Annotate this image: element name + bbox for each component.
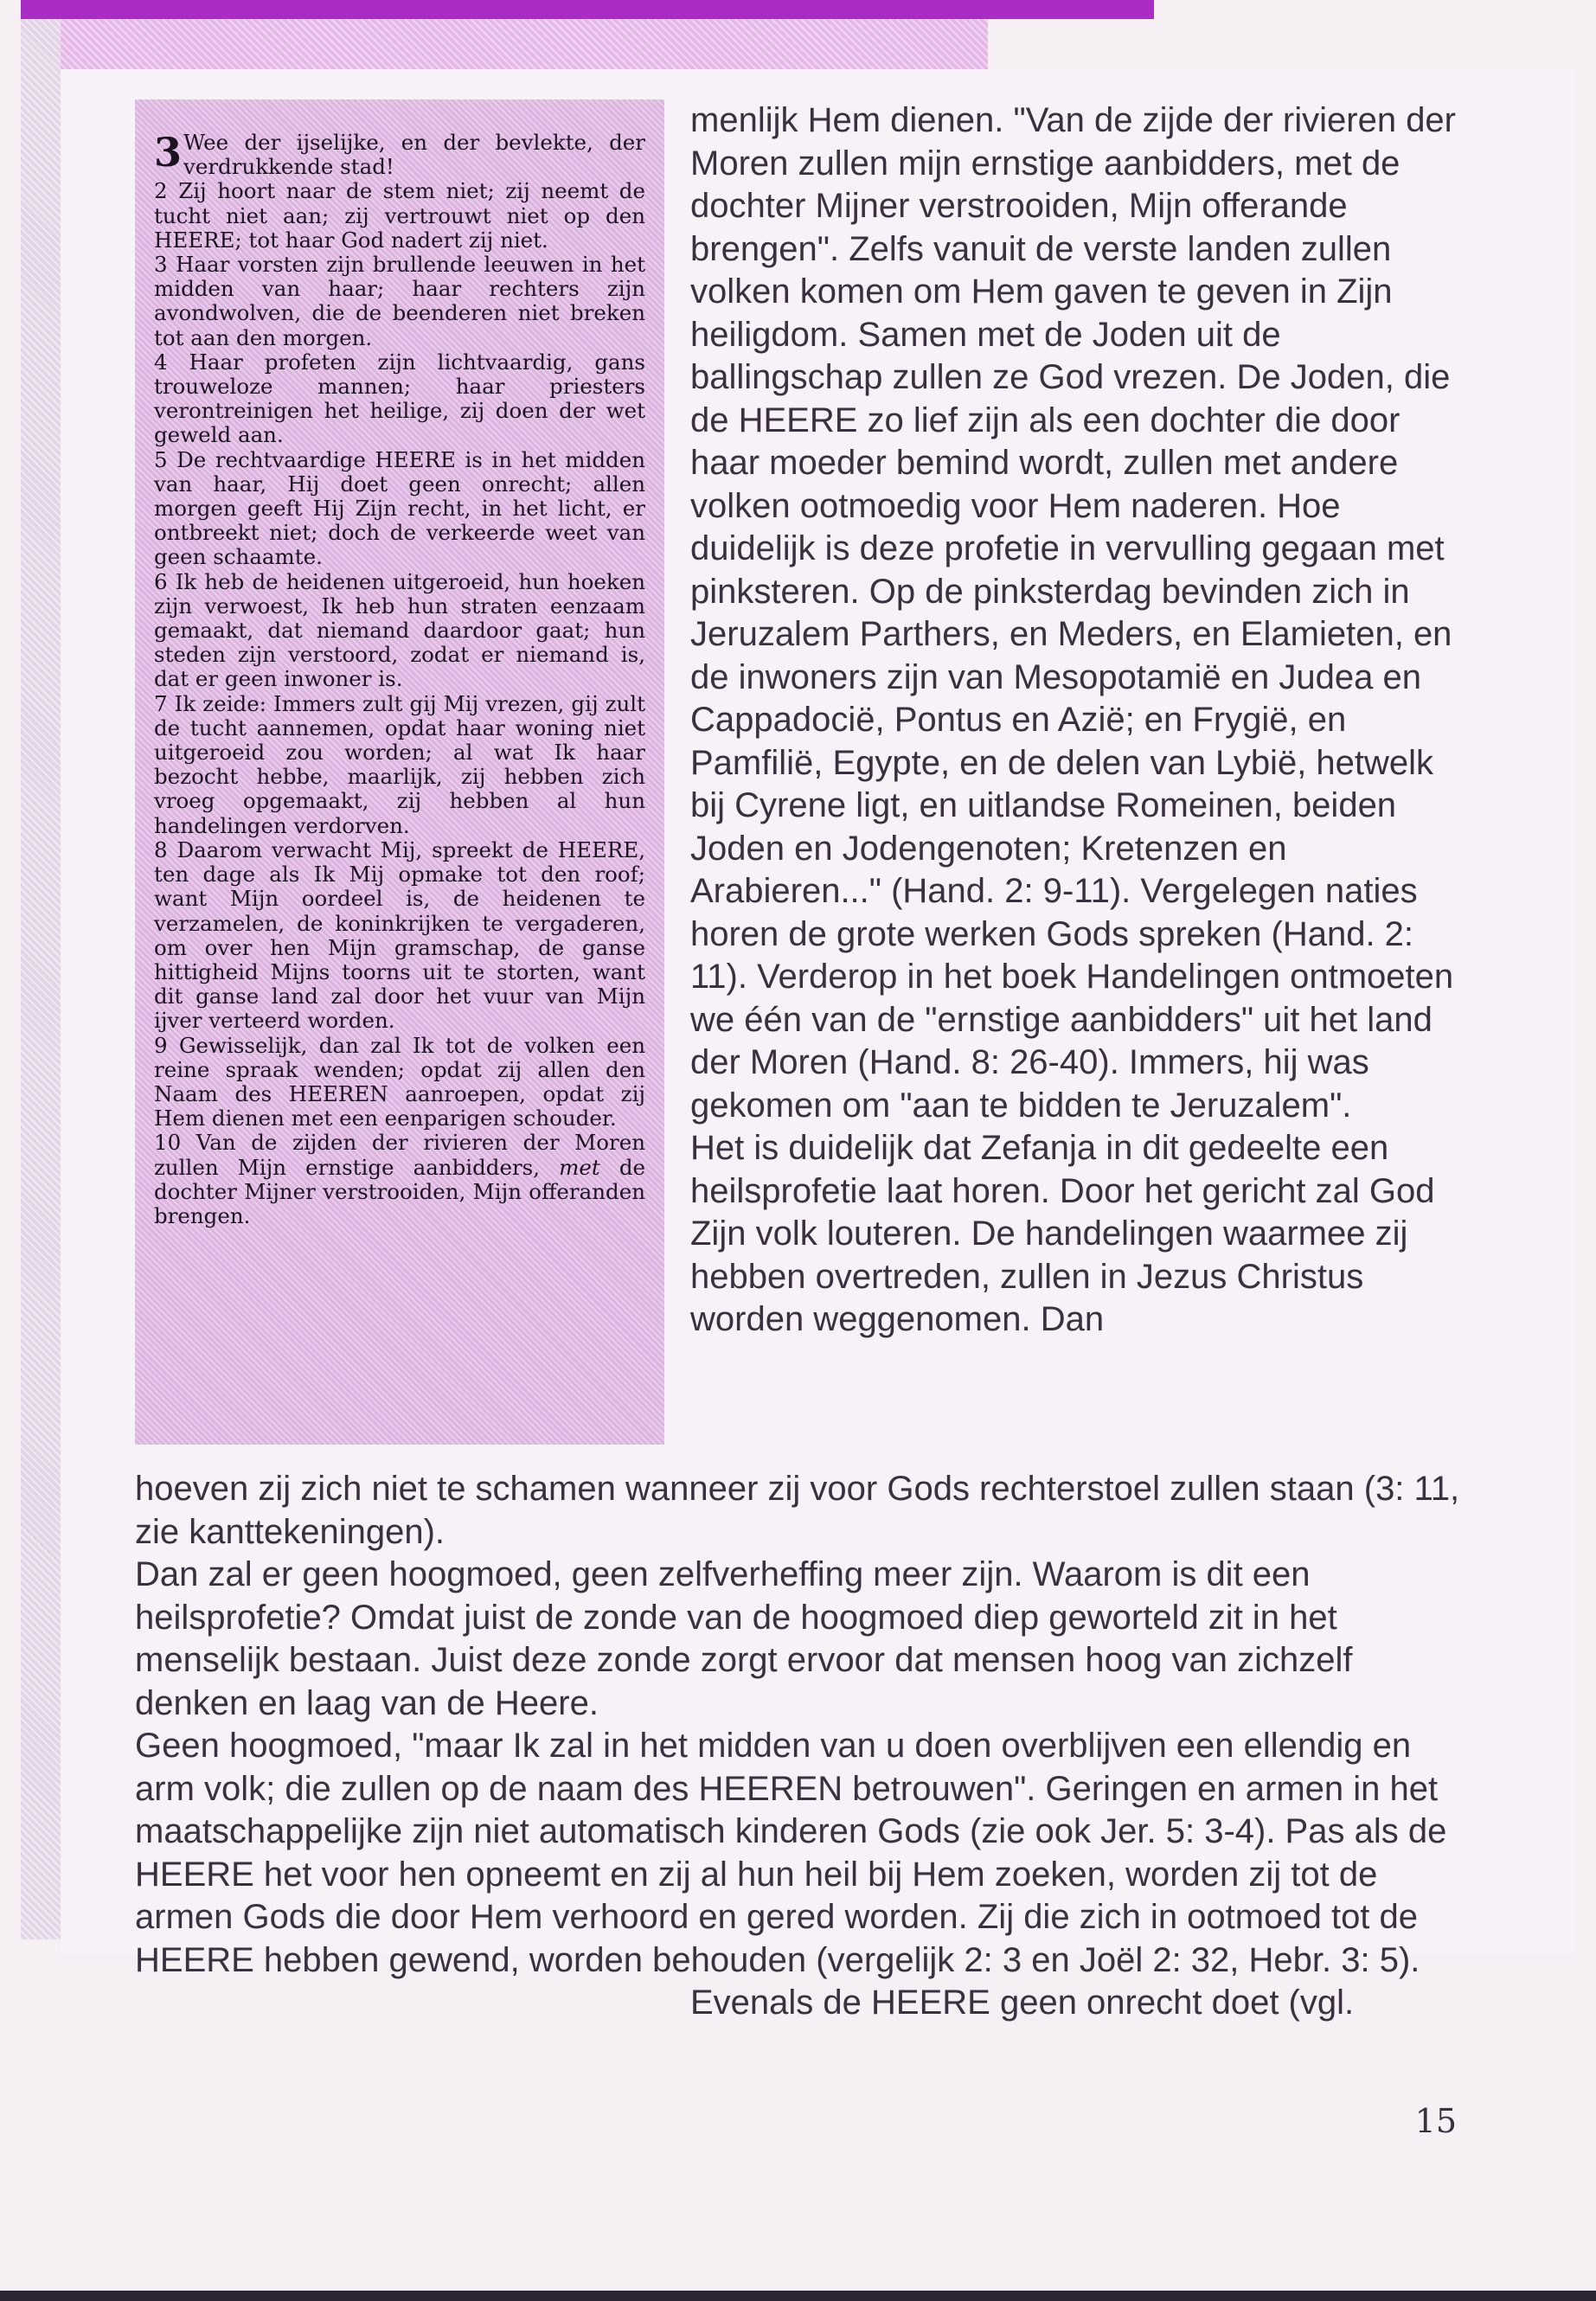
commentary-paragraph-1: menlijk Hem dienen. "Van de zijde der rivieren der Moren zullen mijn ernstige aanbidders, met de dochter Mijner verstrooiden, Mijn offerande brengen". Zelfs vanuit de verste landen zullen volken komen om Hem gaven te geven in Zijn heiligdom. Samen met de Joden uit de ballingschap zullen ze God vrezen. De Joden, die de HEERE zo lief zijn als een dochter die door haar moeder bemind wordt, zullen met andere volken ootmoedig voor Hem naderen. Hoe duidelijk is deze profetie in vervulling gegaan met pinksteren. Op de pinksterdag bevinden zich in Jeruzalem Parthers, en Meders, en Elamieten, en de inwoners zijn van Mesopotamië en Judea en Cappadocië, Pontus en Azië; en Frygië, en Pamfilië, Egypte, en de delen van Lybië, hetwelk bij Cyrene ligt, en uitlandse Romeinen, beiden Joden en Jodengenoten; Kretenzen en Arabieren..." (Hand. 2: 9-11). Vergelegen naties horen de grote werken Gods spreken (Hand. 2: 11). Verderop in het boek Handelingen ontmoeten we één van de "ernstige aanbidders" uit het land der Moren (Hand. 8: 26-40). Immers, hij was gekomen om "aan te bidden te Jeruzalem". [690,101,1456,1125]
verse-6: 6 Ik heb de heidenen uitgeroeid, hun hoeken zijn verwoest, Ik heb hun straten eenzaam gemaakt, dat niemand daardoor gaat; hun steden zijn verstoord, zodat er niemand is, dat er geen inwoner is. [154,568,645,692]
commentary-full-width [135,1468,1460,2025]
top-hatch-band [21,19,988,69]
verse-4: 4 Haar profeten zijn lichtvaardig, gans trouweloze mannen; haar priesters verontreinigen het heilige, zij doen der wet geweld aan. [154,349,645,448]
commentary-column [690,99,1460,1342]
verse-10-start: 10 Van de zijden der rivieren der Moren zullen Mijn ernstige aanbidders, [154,1130,645,1180]
commentary-paragraph-2: Het is duidelijk dat Zefanja in dit gedeelte een heilsprofetie laat horen. Door het gericht zal God Zijn volk louteren. De handelingen waarmee zij hebben overtreden, zullen in Jezus Christus worden weggenomen. Dan [690,1129,1435,1338]
commentary-paragraph-2-continued: hoeven zij zich niet te schamen wanneer zij voor Gods rechterstoel zullen staan (3: 11, zie kanttekeningen). [135,1470,1460,1551]
scripture-box [135,99,664,1445]
commentary-paragraph-3: Dan zal er geen hoogmoed, geen zelfverheffing meer zijn. Waarom is dit een heilsprofetie? Omdat juist de zonde van de hoogmoed diep geworteld zit in het menselijk bestaan. Juist deze zonde zorgt ervoor dat mensen hoog van zichzelf denken en laag van de Heere. [135,1555,1353,1722]
verse-1 [154,131,645,179]
verse-10-end: de dochter Mijner verstrooiden, Mijn offeranden brengen. [154,1154,645,1228]
verse-10 [154,1131,645,1228]
side-hatch-strip [21,19,61,1939]
verse-9: 9 Gewisselijk, dan zal Ik tot de volken een reine spraak wenden; opdat zij allen den Naam des HEEREN aanroepen, opdat zij Hem dienen met een eenparigen schouder. [154,1032,645,1131]
chapter-number: 3 [154,129,183,176]
top-accent-bar [21,0,1154,19]
commentary-paragraph-5: Evenals de HEERE geen onrecht doet (vgl. [690,1984,1355,2022]
verse-2: 2 Zij hoort naar de stem niet; zij neemt de tucht niet aan; zij vertrouwt niet op den HEERE; tot haar God nadert zij niet. [154,178,645,253]
verse-1-text: Wee der ijselijke, en der bevlekte, der verdrukkende stad! [183,130,645,180]
verse-3: 3 Haar vorsten zijn brullende leeuwen in het midden van haar; haar rechters zijn avondwolven, die de beenderen niet breken tot aan den morgen. [154,252,645,350]
verse-8: 8 Daarom verwacht Mij, spreekt de HEERE, ten dage als Ik Mij opmake tot den roof; want Mijn oordeel is, de heidenen te verzamelen, de koninkrijken te vergaderen, om over hen Mijn gramschap, de ganse hittigheid Mijns toorns uit te storten, want dit ganse land zal door het vuur van Mijn ijver verteerd worden. [154,836,645,1034]
verse-10-emphasis: met [559,1154,600,1180]
bottom-edge-bar [0,2291,1596,2301]
verse-7: 7 Ik zeide: Immers zult gij Mij vrezen, gij zult de tucht aannemen, opdat haar woning niet uitgeroeid zou worden; al wat Ik haar bezocht hebbe, maarlijk, zij hebben zich vroeg opgemaakt, zij hebben al hun handelingen verdorven. [154,690,645,838]
page-number: 15 [1414,2102,1457,2140]
commentary-paragraph-4: Geen hoogmoed, "maar Ik zal in het midden van u doen overblijven een ellendig en arm volk; die zullen op de naam des HEEREN betrouwen". Geringen en armen in het maatschappelijke zijn niet automatisch kinderen Gods (zie ook Jer. 5: 3-4). Pas als de HEERE het voor hen opneemt en zij al hun heil bij Hem zoeken, worden zij tot de armen Gods die door Hem verhoord en gered worden. Zij die zich in ootmoed tot de HEERE hebben gewend, worden behouden (vergelijk 2: 3 en Joël 2: 32, Hebr. 3: 5). [135,1727,1447,1979]
verse-5: 5 De rechtvaardige HEERE is in het midden van haar, Hij doet geen onrecht; allen morgen geeft Hij Zijn recht, in het licht, er ontbreekt niet; doch de verkeerde weet van geen schaamte. [154,446,645,570]
